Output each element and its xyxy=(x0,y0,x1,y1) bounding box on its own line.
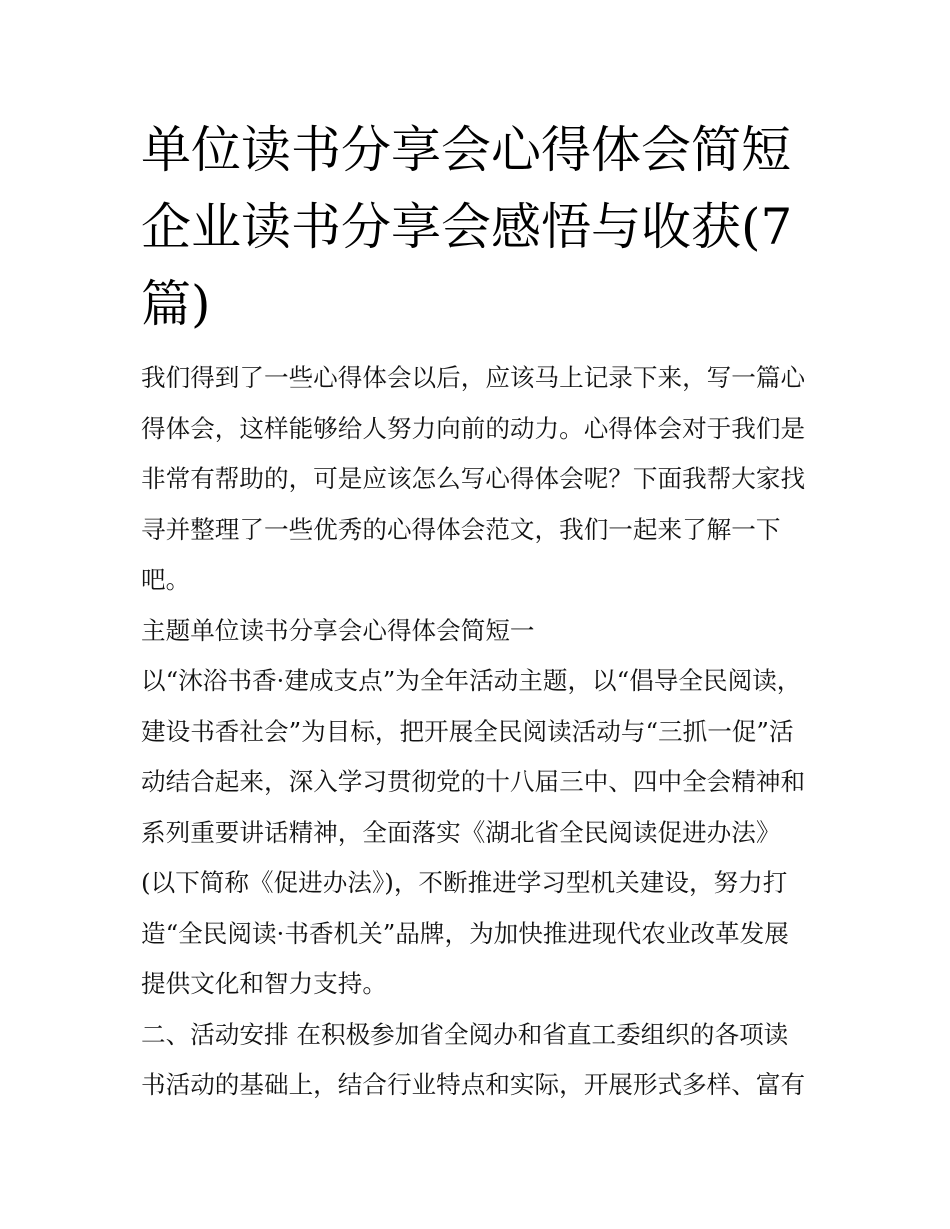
text-line: 造“全民阅读·书香机关”品牌，为加快推进现代农业改革发展 xyxy=(141,918,789,948)
text-line: 系列重要讲话精神，全面落实《湖北省全民阅读促进办法》 xyxy=(141,817,781,847)
text-line: 吧。 xyxy=(141,565,191,594)
document-content xyxy=(141,112,813,1111)
text-line: 建设书香社会”为目标，把开展全民阅读活动与“三抓一促”活 xyxy=(141,716,794,746)
section-paragraph xyxy=(141,656,813,1010)
title-line: 篇) xyxy=(141,275,211,333)
text-line: 我们得到了一些心得体会以后，应该马上记录下来，写一篇心 xyxy=(141,363,806,392)
text-line: (以下简称《促进办法》)，不断推进学习型机关建设，努力打 xyxy=(141,868,788,897)
text-line: 非常有帮助的，可是应该怎么写心得体会呢？下面我帮大家找 xyxy=(141,464,806,493)
section-heading-text: 主题单位读书分享会心得体会简短一 xyxy=(141,615,535,645)
document-title xyxy=(141,112,813,343)
text-line: 二、活动安排 在积极参加省全阅办和省直工委组织的各项读 xyxy=(141,1019,789,1049)
text-line: 书活动的基础上，结合行业特点和实际，开展形式多样、富有 xyxy=(141,1070,806,1099)
title-line: 企业读书分享会感悟与收获(7 xyxy=(141,198,793,256)
intro-paragraph xyxy=(141,353,813,606)
activity-paragraph xyxy=(141,1010,813,1111)
text-line: 得体会，这样能够给人努力向前的动力。心得体会对于我们是 xyxy=(141,413,806,443)
text-line: 以“沐浴书香·建成支点”为全年活动主题，以“倡导全民阅读， xyxy=(141,666,802,695)
section-heading xyxy=(141,606,813,657)
text-line: 寻并整理了一些优秀的心得体会范文，我们一起来了解一下 xyxy=(141,514,781,544)
text-line: 动结合起来，深入学习贯彻党的十八届三中、四中全会精神和 xyxy=(141,767,806,796)
text-line: 提供文化和智力支持。 xyxy=(141,969,387,998)
title-line: 单位读书分享会心得体会简短 xyxy=(141,121,791,179)
document-body xyxy=(141,353,813,1111)
